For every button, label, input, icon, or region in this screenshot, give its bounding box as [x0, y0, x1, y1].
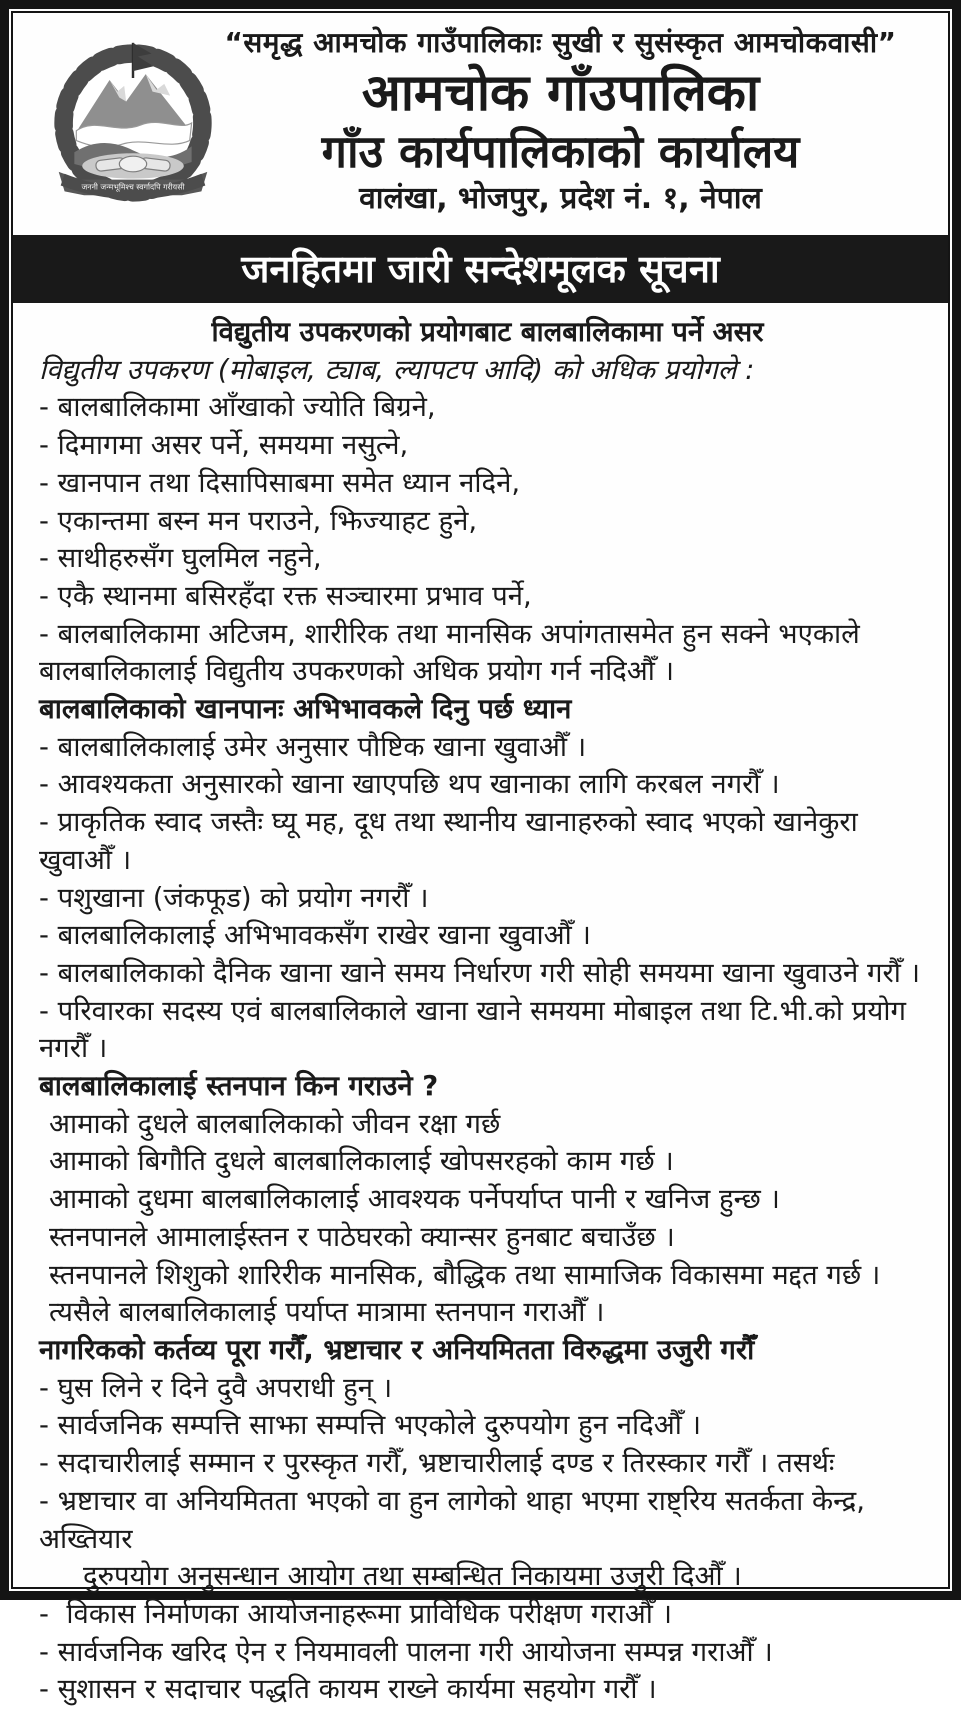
logo-motto-text: जननी जन्मभूमिश्च स्वर्गादपि गरीयसी — [81, 182, 185, 192]
bullet-line: - विकास निर्माणका आयोजनाहरूमा प्राविधिक परीक्षण गराऔँ । — [39, 1597, 672, 1630]
bullet-line: - बालबालिकामा आँखाको ज्योति बिग्रने, — [39, 391, 436, 424]
municipality-logo — [35, 35, 231, 207]
office-name: गाँउ कार्यपालिकाको कार्यालय — [321, 125, 800, 178]
municipality-name: आमचोक गाँउपालिका — [361, 64, 760, 123]
bullet-line: - खानपान तथा दिसापिसाबमा समेत ध्यान नदिने, — [39, 466, 521, 499]
bullet-line: - पशुखाना (जंकफूड) को प्रयोग नगरौँ । — [39, 881, 429, 914]
bullet-line: - भ्रष्टाचार वा अनियमितता भएको वा हुन लागेको थाहा भएमा राष्ट्रिय सतर्कता केन्द्र, अख्तियार — [39, 1484, 874, 1555]
continuation-line: दुरुपयोग अनुसन्धान आयोग तथा सम्बन्धित निकायमा उजुरी दिऔँ । — [83, 1560, 742, 1593]
notice-line: आमाको दुधले बालबालिकाको जीवन रक्षा गर्छ — [49, 1107, 501, 1140]
municipality-slogan: “समृद्ध आमचोक गाउँपालिकाः सुखी र सुसंस्कृत आमचोकवासी” — [224, 26, 897, 59]
bullet-line: - प्राकृतिक स्वाद जस्तैः घ्यू मह, दूध तथा स्थानीय खानाहरुको स्वाद भएको खानेकुरा खुवाऔँ । — [39, 806, 867, 876]
bullet-line: - सार्वजनिक खरिद ऐन र नियमावली पालना गरी आयोजना सम्पन्न गराऔँ । — [39, 1635, 773, 1668]
section-heading: नागरिकको कर्तव्य पूरा गरौँ, भ्रष्टाचार र अनियमितता विरुद्धमा उजुरी गरौँ — [39, 1333, 755, 1366]
notice-banner — [13, 235, 948, 303]
bullet-line: - बालबालिकामा अटिजम, शारीरिक तथा मानसिक अपांगतासमेत हुन सक्ने भएकाले — [39, 617, 860, 650]
continuation-line: बालबालिकालाई विद्युतीय उपकरणको अधिक प्रयोग गर्न नदिऔँ । — [39, 655, 675, 688]
bullet-line: - सार्वजनिक सम्पत्ति साझा सम्पत्ति भएकोले दुरुपयोग हुन नदिऔँ । — [39, 1409, 701, 1442]
office-address: वालंखा, भोजपुर, प्रदेश नं. १, नेपाल — [359, 181, 762, 216]
bullet-line: - सदाचारीलाई सम्मान र पुरस्कृत गरौँ, भ्रष्टाचारीलाई दण्ड र तिरस्कार गरौँ । तसर्थः — [39, 1447, 835, 1480]
page-inner-border — [11, 11, 950, 1706]
letterhead-text — [173, 25, 948, 219]
bullet-line: - एकै स्थानमा बसिरहँदा रक्त सञ्चारमा प्रभाव पर्ने, — [39, 579, 532, 612]
bullet-line: - बालबालिकालाई उमेर अनुसार पौष्टिक खाना खुवाऔँ । — [39, 730, 587, 763]
notice-line: आमाको दुधमा बालबालिकालाई आवश्यक पर्नेपर्याप्त पानी र खनिज हुन्छ । — [49, 1183, 780, 1216]
notice-line: स्तनपानले शिशुको शारिरीक मानसिक, बौद्धिक तथा सामाजिक विकासमा मद्दत गर्छ । — [49, 1258, 881, 1291]
bullet-line: - एकान्तमा बस्न मन पराउने, झिज्याहट हुने, — [39, 504, 478, 537]
notice-line: स्तनपानले आमालाईस्तन र पाठेघरको क्यान्सर हुनबाट बचाउँछ । — [49, 1220, 675, 1253]
bullet-line: - बालबालिकाको दैनिक खाना खाने समय निर्धारण गरी सोही समयमा खाना खुवाउने गरौँ । — [39, 956, 920, 989]
notice-line: आमाको बिगौति दुधले बालबालिकालाई खोपसरहको काम गर्छ । — [49, 1145, 674, 1178]
notice-body — [13, 303, 948, 1709]
bullet-line: - घुस लिने र दिने दुवै अपराधी हुन् । — [39, 1371, 393, 1404]
section-heading: बालबालिकाको खानपानः अभिभावकले दिनु पर्छ ध्यान — [39, 693, 572, 726]
section-heading: विद्युतीय उपकरणको प्रयोगबाट बालबालिकामा पर्ने असर — [211, 316, 764, 348]
section-intro: विद्युतीय उपकरण (मोबाइल, ट्याब, ल्यापटप आदि) को अधिक प्रयोगले : — [39, 353, 755, 386]
notice-banner-title: जनहितमा जारी सन्देशमूलक सूचना — [241, 247, 720, 291]
bullet-line: - आवश्यकता अनुसारको खाना खाएपछि थप खानाका लागि करबल नगरौँ । — [39, 768, 780, 801]
bullet-line: - सुशासन र सदाचार पद्धति कायम राख्ने कार्यमा सहयोग गरौँ । — [39, 1673, 657, 1706]
bullet-line: - दिमागमा असर पर्ने, समयमा नसुत्ने, — [39, 429, 409, 462]
bullet-line: - बालबालिकालाई अभिभावकसँग राखेर खाना खुवाऔँ । — [39, 919, 591, 952]
section-heading: बालबालिकालाई स्तनपान किन गराउने ? — [39, 1070, 439, 1103]
bullet-line: - परिवारका सदस्य एवं बालबालिकाले खाना खाने समयमा मोबाइल तथा टि.भी.को प्रयोग नगरौँ । — [39, 994, 915, 1065]
bullet-line: - साथीहरुसँग घुलमिल नहुने, — [39, 542, 322, 575]
letterhead — [13, 13, 948, 225]
notice-line: त्यसैले बालबालिकालाई पर्याप्त मात्रामा स्तनपान गराऔँ । — [49, 1296, 605, 1329]
